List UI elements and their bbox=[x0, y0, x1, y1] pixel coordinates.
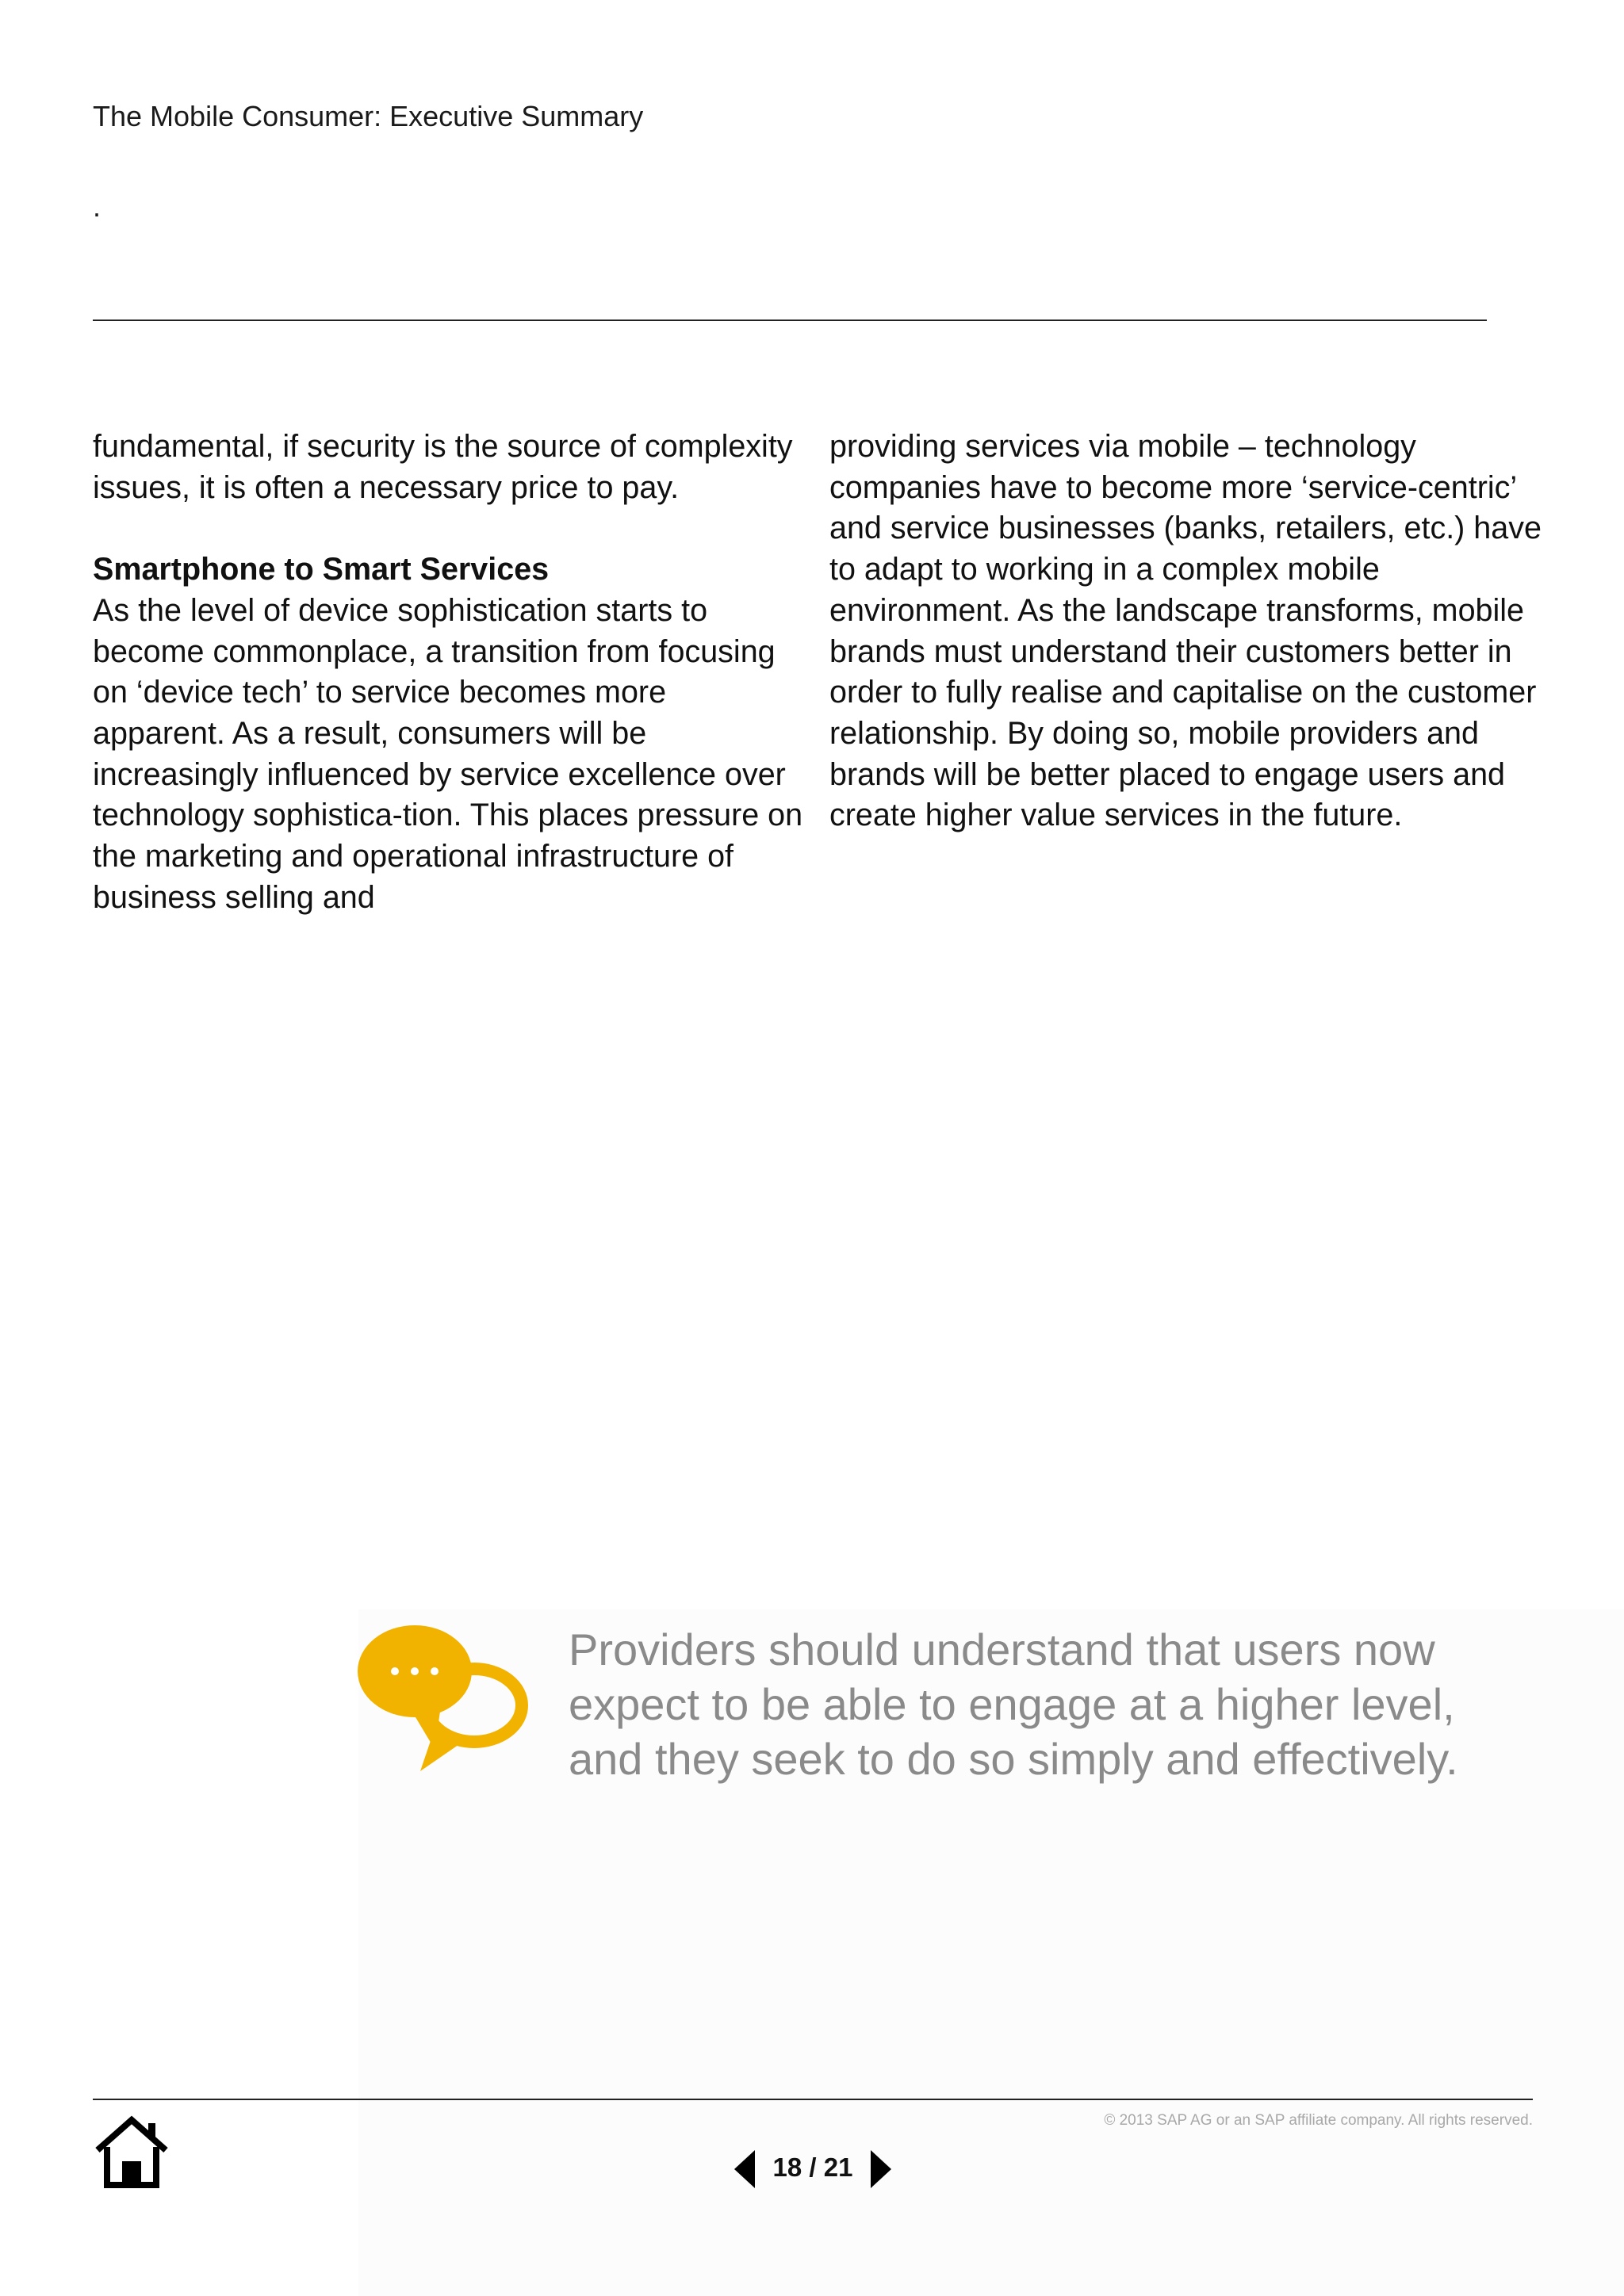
copyright-notice: © 2013 SAP AG or an SAP affiliate company. All rights reserved. bbox=[1104, 2112, 1533, 2129]
home-icon[interactable] bbox=[93, 2115, 170, 2188]
previous-page-icon[interactable] bbox=[733, 2149, 756, 2190]
header-dot: . bbox=[93, 190, 102, 223]
right-body-paragraph: providing services via mobile – technology companies have to become more ‘service-centric’ and service businesses (banks, retailers, etc.) have to adapt to working in a complex mobile environment. As the landscape transforms, mobile brands must understand their customers better in order to fully realise and capitalise on the customer relationship. By doing so, mobile providers and brands will be better placed to engage users and create higher value services in the future. bbox=[829, 429, 1542, 833]
left-column bbox=[93, 427, 806, 918]
footer-divider bbox=[93, 2099, 1533, 2100]
next-page-icon[interactable] bbox=[869, 2149, 893, 2190]
left-body-paragraph: As the level of device sophistication starts to become commonplace, a transition from focusing on ‘device tech’ to service becomes more apparent. As a result, consumers will be increasingly influenced by service excellence over technology sophistica-tion. This places pressure on the marketing and operational infrastructure of business selling and bbox=[93, 592, 803, 915]
right-column bbox=[829, 427, 1543, 836]
document-title: The Mobile Consumer: Executive Summary bbox=[93, 100, 644, 132]
pull-quote: Providers should understand that users now expect to be able to engage at a higher level, and they seek to do so simply and effectively. bbox=[569, 1624, 1458, 1784]
section-subheading: Smartphone to Smart Services bbox=[93, 552, 550, 587]
page-indicator: 18 / 21 bbox=[772, 2152, 853, 2182]
header-divider bbox=[93, 320, 1487, 321]
left-intro-paragraph: fundamental, if security is the source of complexity issues, it is often a necessary price to pay. bbox=[93, 429, 793, 505]
speech-bubble-icon bbox=[355, 1624, 531, 1774]
